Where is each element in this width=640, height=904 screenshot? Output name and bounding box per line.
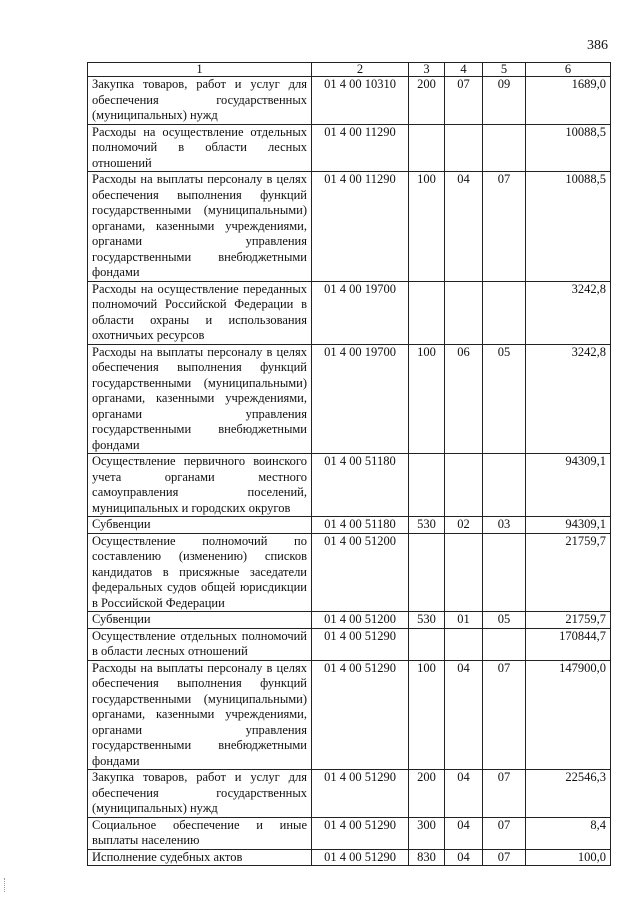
row-name-cell: Закупка товаров, работ и услуг для обеспечения государственных (муниципальных) нужд	[88, 770, 312, 818]
header-col-1: 1	[88, 63, 312, 77]
row-name-cell: Расходы на осуществление отдельных полномочий в области лесных отношений	[88, 124, 312, 172]
row-code-cell: 01 4 00 19700	[312, 344, 409, 454]
row-expense-type-cell	[409, 454, 445, 517]
row-name-cell: Субвенции	[88, 517, 312, 534]
row-code-cell: 01 4 00 51290	[312, 660, 409, 770]
row-expense-type-cell: 300	[409, 817, 445, 849]
row-name-cell: Расходы на выплаты персоналу в целях обеспечения выполнения функций государственными (муниципальными) органами, казенными учреждениями, органами управления государственными внебюджетными фондами	[88, 344, 312, 454]
row-name-cell: Расходы на выплаты персоналу в целях обеспечения выполнения функций государственными (муниципальными) органами, казенными учреждениями, органами управления государственными внебюджетными фондами	[88, 172, 312, 282]
row-expense-type-cell: 200	[409, 770, 445, 818]
row-subsection-cell	[483, 454, 526, 517]
header-col-5: 5	[483, 63, 526, 77]
row-name-cell: Расходы на выплаты персоналу в целях обеспечения выполнения функций государственными (муниципальными) органами, казенными учреждениями, органами управления государственными внебюджетными фондами	[88, 660, 312, 770]
header-col-6: 6	[526, 63, 611, 77]
row-name-cell: Исполнение судебных актов	[88, 849, 312, 866]
row-section-cell: 04	[445, 770, 483, 818]
table-row	[88, 533, 611, 612]
row-code-cell: 01 4 00 51290	[312, 770, 409, 818]
row-subsection-cell	[483, 533, 526, 612]
table-row	[88, 124, 611, 172]
row-amount-cell: 100,0	[526, 849, 611, 866]
row-expense-type-cell	[409, 628, 445, 660]
table-row	[88, 344, 611, 454]
row-amount-cell: 8,4	[526, 817, 611, 849]
row-name-cell: Расходы на осуществление переданных полномочий Российской Федерации в области охраны и использования охотничьих ресурсов	[88, 281, 312, 344]
row-expense-type-cell: 830	[409, 849, 445, 866]
table-header	[88, 63, 611, 77]
row-subsection-cell	[483, 628, 526, 660]
row-name-cell: Субвенции	[88, 612, 312, 629]
row-code-cell: 01 4 00 11290	[312, 124, 409, 172]
table-body	[88, 77, 611, 866]
row-expense-type-cell: 200	[409, 77, 445, 125]
scan-edge-mark	[4, 878, 7, 892]
row-subsection-cell: 05	[483, 612, 526, 629]
row-subsection-cell: 07	[483, 849, 526, 866]
row-expense-type-cell: 100	[409, 660, 445, 770]
header-col-3: 3	[409, 63, 445, 77]
row-name-cell: Социальное обеспечение и иные выплаты населению	[88, 817, 312, 849]
row-amount-cell: 147900,0	[526, 660, 611, 770]
table-row	[88, 77, 611, 125]
table-row	[88, 281, 611, 344]
row-section-cell	[445, 533, 483, 612]
row-subsection-cell: 07	[483, 770, 526, 818]
table-row	[88, 849, 611, 866]
row-code-cell: 01 4 00 51200	[312, 612, 409, 629]
row-section-cell	[445, 628, 483, 660]
row-code-cell: 01 4 00 51180	[312, 454, 409, 517]
row-section-cell	[445, 454, 483, 517]
row-section-cell: 02	[445, 517, 483, 534]
row-section-cell: 04	[445, 817, 483, 849]
row-subsection-cell	[483, 281, 526, 344]
row-code-cell: 01 4 00 10310	[312, 77, 409, 125]
row-amount-cell: 22546,3	[526, 770, 611, 818]
row-section-cell: 01	[445, 612, 483, 629]
row-subsection-cell	[483, 124, 526, 172]
table-row	[88, 660, 611, 770]
row-amount-cell: 94309,1	[526, 454, 611, 517]
row-amount-cell: 10088,5	[526, 124, 611, 172]
row-amount-cell: 21759,7	[526, 533, 611, 612]
page-number: 386	[587, 38, 608, 53]
row-subsection-cell: 03	[483, 517, 526, 534]
row-name-cell: Осуществление полномочий по составлению (изменению) списков кандидатов в присяжные заседатели федеральных судов общей юрисдикции в Российской Федерации	[88, 533, 312, 612]
table-row	[88, 612, 611, 629]
row-subsection-cell: 05	[483, 344, 526, 454]
row-code-cell: 01 4 00 51200	[312, 533, 409, 612]
row-amount-cell: 1689,0	[526, 77, 611, 125]
row-section-cell	[445, 281, 483, 344]
row-amount-cell: 3242,8	[526, 281, 611, 344]
header-row	[88, 63, 611, 77]
row-code-cell: 01 4 00 19700	[312, 281, 409, 344]
header-col-2: 2	[312, 63, 409, 77]
row-section-cell: 06	[445, 344, 483, 454]
row-amount-cell: 94309,1	[526, 517, 611, 534]
row-name-cell: Закупка товаров, работ и услуг для обеспечения государственных (муниципальных) нужд	[88, 77, 312, 125]
row-expense-type-cell: 530	[409, 517, 445, 534]
row-amount-cell: 21759,7	[526, 612, 611, 629]
row-expense-type-cell: 530	[409, 612, 445, 629]
row-expense-type-cell	[409, 533, 445, 612]
row-amount-cell: 3242,8	[526, 344, 611, 454]
table-row	[88, 770, 611, 818]
row-section-cell: 04	[445, 660, 483, 770]
row-code-cell: 01 4 00 11290	[312, 172, 409, 282]
row-section-cell: 04	[445, 849, 483, 866]
row-expense-type-cell	[409, 281, 445, 344]
row-section-cell: 07	[445, 77, 483, 125]
row-subsection-cell: 07	[483, 817, 526, 849]
row-code-cell: 01 4 00 51290	[312, 817, 409, 849]
row-subsection-cell: 07	[483, 660, 526, 770]
row-expense-type-cell	[409, 124, 445, 172]
table-row	[88, 172, 611, 282]
table-row	[88, 454, 611, 517]
row-code-cell: 01 4 00 51290	[312, 849, 409, 866]
row-expense-type-cell: 100	[409, 172, 445, 282]
table-row	[88, 817, 611, 849]
row-subsection-cell: 07	[483, 172, 526, 282]
row-section-cell	[445, 124, 483, 172]
header-col-4: 4	[445, 63, 483, 77]
row-subsection-cell: 09	[483, 77, 526, 125]
row-code-cell: 01 4 00 51290	[312, 628, 409, 660]
table-row	[88, 517, 611, 534]
row-name-cell: Осуществление отдельных полномочий в области лесных отношений	[88, 628, 312, 660]
budget-table	[87, 62, 611, 866]
row-expense-type-cell: 100	[409, 344, 445, 454]
row-amount-cell: 170844,7	[526, 628, 611, 660]
row-amount-cell: 10088,5	[526, 172, 611, 282]
table-row	[88, 628, 611, 660]
row-name-cell: Осуществление первичного воинского учета органами местного самоуправления поселений, муниципальных и городских округов	[88, 454, 312, 517]
row-code-cell: 01 4 00 51180	[312, 517, 409, 534]
row-section-cell: 04	[445, 172, 483, 282]
